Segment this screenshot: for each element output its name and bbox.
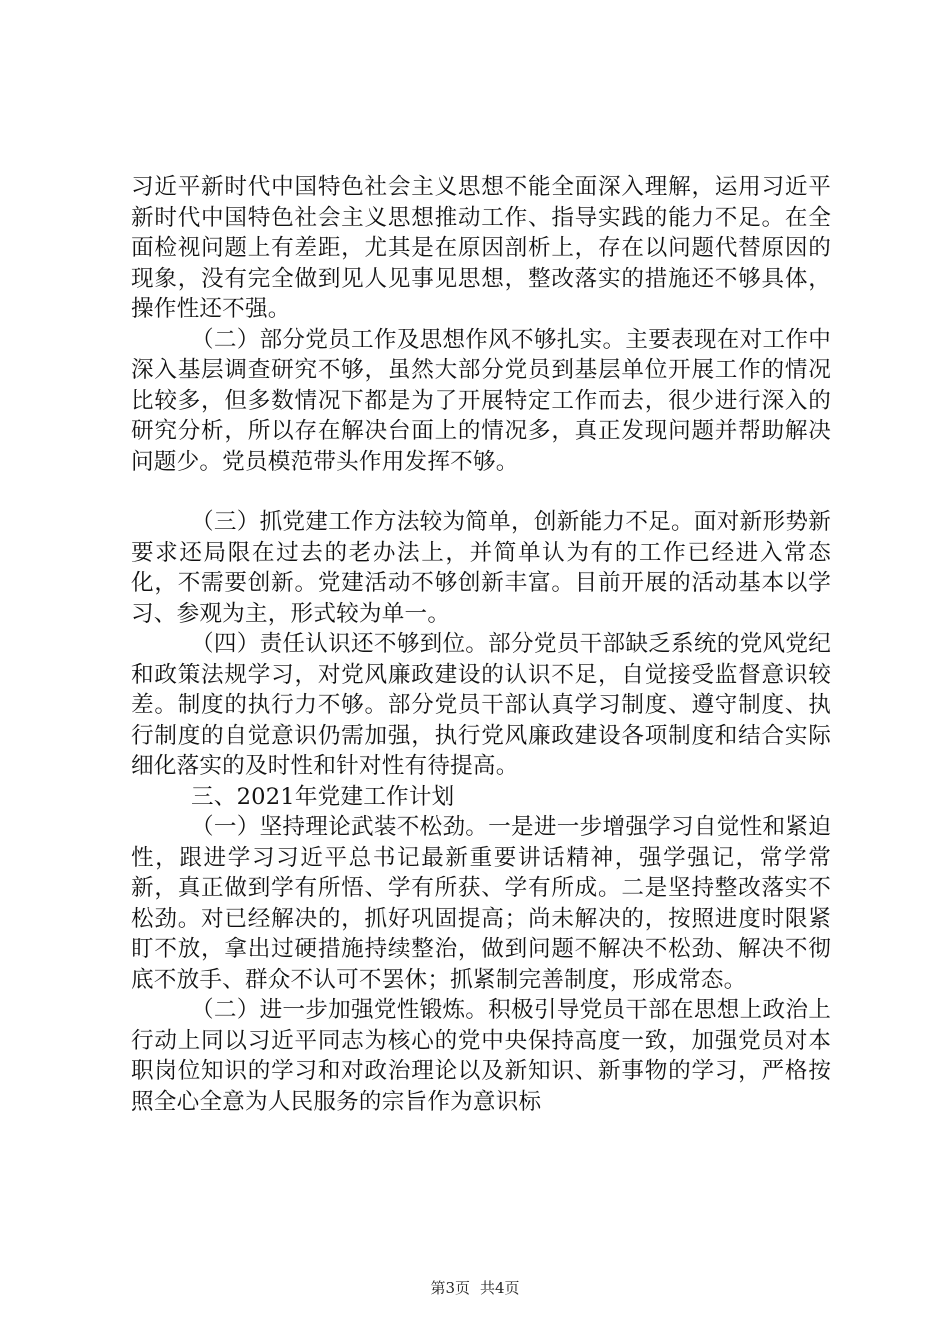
paragraph-plan-1: （一）坚持理论武装不松劲。一是进一步增强学习自觉性和紧迫性，跟进学习习近平总书记最新重要讲话精神，强学强记，常学常新，真正做到学有所悟、学有所获、学有所成。二是坚持整改落实不松劲。对已经解决的，抓好巩固提高；尚未解决的，按照进度时限紧盯不放，拿出过硬措施持续整治，做到问题不解决不松劲、解决不彻底不放手、群众不认可不罢休；抓紧制完善制度，形成常态。 <box>131 814 831 993</box>
paragraph-plan-2: （二）进一步加强党性锻炼。积极引导党员干部在思想上政治上行动上同以习近平同志为核心的党中央保持高度一致，加强党员对本职岗位知识的学习和对政治理论以及新知识、新事物的学习，严格按照全心全意为人民服务的宗旨作为意识标 <box>131 997 831 1115</box>
page-total: 共4页 <box>480 1279 520 1297</box>
section-heading-plan: 三、2021年党建工作计划 <box>191 783 455 810</box>
document-body <box>131 172 831 1117</box>
page-number: 第3页 <box>430 1279 470 1297</box>
paragraph-continuation: 习近平新时代中国特色社会主义思想不能全面深入理解，运用习近平新时代中国特色社会主义思想推动工作、指导实践的能力不足。在全面检视问题上有差距，尤其是在原因剖析上，存在以问题代替原因的现象，没有完全做到见人见事见思想，整改落实的措施还不够具体，操作性还不强。 <box>131 174 831 322</box>
paragraph-section-3: （三）抓党建工作方法较为简单，创新能力不足。面对新形势新要求还局限在过去的老办法上，并简单认为有的工作已经进入常态化，不需要创新。党建活动不够创新丰富。目前开展的活动基本以学习、参观为主，形式较为单一。 <box>131 509 831 627</box>
page-footer <box>0 1278 950 1298</box>
paragraph-section-2: （二）部分党员工作及思想作风不够扎实。主要表现在对工作中深入基层调查研究不够，虽然大部分党员到基层单位开展工作的情况比较多，但多数情况下都是为了开展特定工作而去，很少进行深入的研究分析，所以存在解决台面上的情况多，真正发现问题并帮助解决问题少。党员模范带头作用发挥不够。 <box>131 326 831 475</box>
paragraph-section-4: （四）责任认识还不够到位。部分党员干部缺乏系统的党风党纪和政策法规学习，对党风廉政建设的认识不足，自觉接受监督意识较差。制度的执行力不够。部分党员干部认真学习制度、遵守制度、执行制度的自觉意识仍需加强，执行党风廉政建设各项制度和结合实际细化落实的及时性和针对性有待提高。 <box>131 631 831 779</box>
